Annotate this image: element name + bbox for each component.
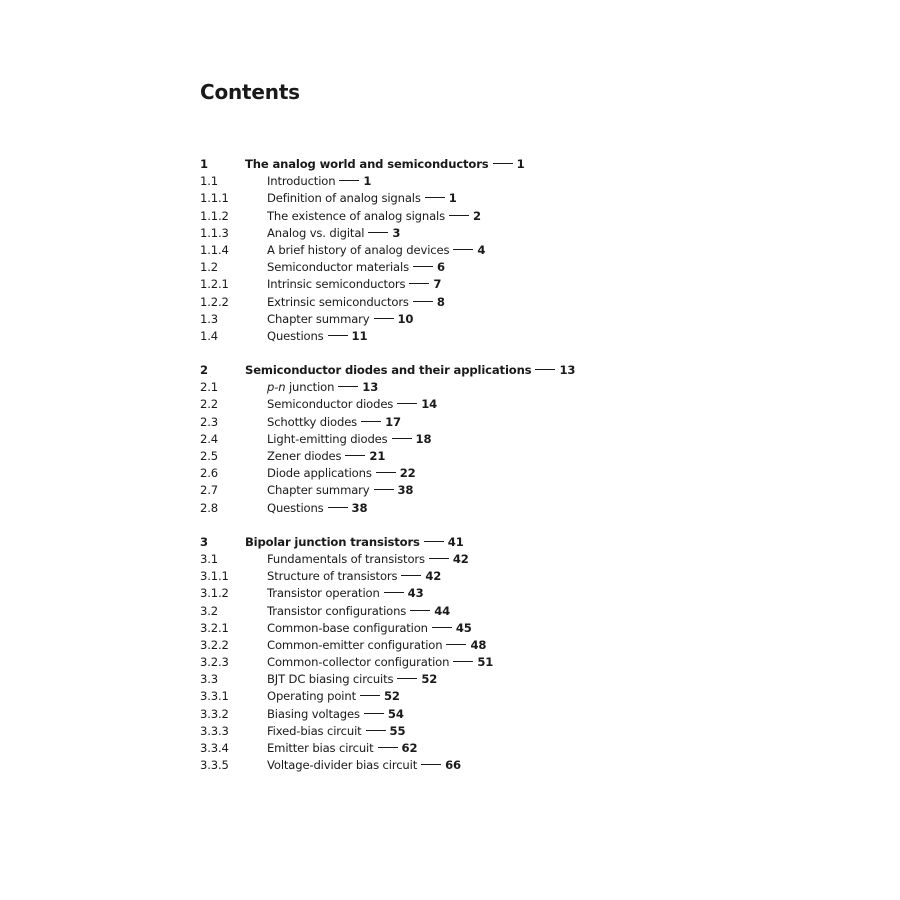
toc-leader-dash	[446, 644, 466, 645]
toc-page-number: 21	[369, 449, 386, 463]
toc-entry-text	[267, 482, 413, 499]
toc-entry-text	[267, 173, 371, 190]
toc-entry[interactable]	[200, 379, 720, 396]
toc-leader-dash	[409, 283, 429, 284]
toc-leader-dash	[366, 730, 386, 731]
toc-entry[interactable]	[200, 688, 720, 705]
toc-chapter-block	[200, 362, 720, 517]
toc-page-number: 52	[421, 672, 438, 687]
toc-leader-dash	[360, 695, 380, 696]
toc-entry-text	[267, 242, 485, 259]
toc-entry-title: Fundamentals of transistors	[267, 551, 425, 566]
toc-page-number: 11	[351, 328, 368, 343]
toc-entry-title: Voltage-divider bias circuit	[267, 758, 418, 773]
toc-page-number: 1	[448, 191, 457, 206]
toc-entry[interactable]	[200, 414, 720, 431]
toc-leader-dash	[378, 747, 398, 748]
toc-entry-text	[267, 706, 404, 723]
toc-entry[interactable]	[200, 671, 720, 688]
toc-page-number: 7	[433, 277, 442, 292]
toc-entry-number: 2.5	[200, 449, 218, 463]
toc-page-number: 44	[434, 603, 451, 618]
toc-entry-number: 1.1	[200, 174, 218, 189]
toc-page-number: 48	[470, 637, 487, 652]
toc-entry-title: Emitter bias circuit	[267, 741, 374, 755]
toc-leader-dash	[429, 558, 449, 559]
toc-entry[interactable]	[200, 396, 720, 413]
toc-entry-text	[267, 568, 441, 585]
toc-page-number: 22	[399, 466, 416, 481]
toc-entry-text	[267, 276, 441, 293]
toc-leader-dash	[361, 421, 381, 422]
toc-page-number: 42	[425, 569, 442, 584]
toc-entry-title: Diode applications	[267, 466, 372, 481]
toc-entry-text	[267, 500, 367, 517]
toc-entry-number: 2.7	[200, 483, 218, 498]
toc-entry[interactable]	[200, 208, 720, 225]
toc-entry[interactable]	[200, 259, 720, 276]
toc-page-number: 38	[397, 483, 414, 498]
toc-entry-text	[267, 431, 431, 448]
toc-entry[interactable]	[200, 448, 720, 465]
toc-entry-text	[245, 362, 575, 379]
toc-page-number: 6	[436, 260, 445, 275]
toc-entry-text	[267, 448, 385, 465]
toc-entry-number: 1.1.3	[200, 225, 229, 240]
toc-entry-text	[267, 551, 469, 568]
toc-page-number: 51	[477, 655, 494, 670]
toc-entry-number: 1	[200, 157, 208, 171]
toc-page-number: 3	[392, 225, 401, 240]
toc-leader-dash	[392, 438, 412, 439]
toc-leader-dash	[413, 301, 433, 302]
toc-entry-title: Chapter summary	[267, 483, 370, 498]
toc-entry-number: 1.2.1	[200, 277, 229, 292]
toc-entry-title: Questions	[267, 500, 324, 515]
toc-leader-dash	[374, 489, 394, 490]
toc-page-number: 41	[447, 534, 464, 549]
toc-entry-title: Schottky diodes	[267, 414, 358, 429]
toc-entry[interactable]	[200, 242, 720, 259]
toc-entry-title: Common-emitter configuration	[267, 637, 443, 652]
toc-page-number: 55	[389, 723, 406, 738]
toc-entry-number: 3.3	[200, 672, 218, 687]
toc-entry-title: Questions	[267, 328, 324, 343]
toc-entry-number: 3.1	[200, 551, 218, 566]
toc-entry-title: Operating point	[267, 689, 356, 704]
table-of-contents	[200, 156, 720, 791]
toc-page-number: 62	[401, 741, 418, 755]
toc-entry-title: Transistor configurations	[267, 603, 407, 618]
toc-entry[interactable]	[200, 482, 720, 499]
toc-entry-number: 1.1.1	[200, 191, 229, 206]
toc-entry-title: Light-emitting diodes	[267, 431, 388, 446]
toc-page-number: 42	[452, 551, 469, 566]
toc-entry[interactable]	[200, 465, 720, 482]
toc-entry-text	[267, 671, 437, 688]
toc-entry[interactable]	[200, 620, 720, 637]
toc-page-number: 1	[516, 157, 525, 171]
toc-entry-number: 2.6	[200, 466, 218, 481]
toc-page-number: 18	[415, 431, 432, 446]
toc-leader-dash	[384, 592, 404, 593]
toc-entry-text	[267, 259, 445, 276]
toc-entry-number: 3	[200, 534, 208, 549]
toc-page-number: 17	[385, 414, 401, 429]
toc-entry-title: Zener diodes	[267, 449, 342, 463]
toc-page-number: 54	[387, 706, 404, 721]
toc-page-number: 45	[455, 620, 472, 635]
toc-entry-title: Fixed-bias circuit	[267, 723, 362, 738]
page-title: Contents	[200, 80, 300, 104]
toc-entry[interactable]	[200, 637, 720, 654]
toc-entry-title-italic: p-n	[267, 380, 286, 395]
toc-entry-text	[267, 757, 461, 774]
toc-entry-title: Semiconductor diodes and their applications	[245, 363, 532, 378]
toc-entry[interactable]	[200, 311, 720, 328]
toc-entry[interactable]	[200, 276, 720, 293]
toc-leader-dash	[339, 180, 359, 181]
toc-chapter-block	[200, 156, 720, 345]
toc-leader-dash	[424, 541, 444, 542]
toc-page-number: 4	[477, 242, 486, 257]
toc-entry[interactable]	[200, 173, 720, 190]
toc-entry-number: 2.1	[200, 380, 218, 395]
toc-entry-number: 2.8	[200, 500, 218, 515]
toc-entry-title: Introduction	[267, 174, 336, 189]
toc-entry-text	[267, 328, 367, 345]
toc-entry-text	[267, 688, 400, 705]
toc-leader-dash	[376, 472, 396, 473]
toc-leader-dash	[449, 215, 469, 216]
toc-entry-text	[267, 225, 400, 242]
toc-entry-text	[267, 585, 424, 602]
toc-leader-dash	[368, 232, 388, 233]
toc-entry-text	[267, 379, 378, 396]
toc-entry-title: Bipolar junction transistors	[245, 534, 420, 549]
toc-leader-dash	[397, 678, 417, 679]
toc-entry-title: Analog vs. digital	[267, 225, 365, 240]
toc-entry-text	[245, 534, 464, 551]
toc-leader-dash	[425, 197, 445, 198]
toc-entry[interactable]	[200, 294, 720, 311]
toc-entry[interactable]	[200, 723, 720, 740]
toc-page-number: 43	[407, 586, 424, 601]
toc-entry-title: Semiconductor diodes	[267, 397, 394, 412]
toc-leader-dash	[328, 507, 348, 508]
toc-entry[interactable]	[200, 500, 720, 517]
toc-entry-title: Extrinsic semiconductors	[267, 294, 409, 309]
toc-page-number: 10	[397, 311, 414, 326]
toc-leader-dash	[364, 713, 384, 714]
toc-entry-text	[245, 156, 525, 173]
toc-entry[interactable]	[200, 706, 720, 723]
toc-entry-title: junction	[285, 380, 335, 395]
toc-entry[interactable]	[200, 585, 720, 602]
toc-entry[interactable]	[200, 190, 720, 207]
toc-page-number: 13	[559, 363, 576, 378]
toc-entry-number: 3.3.4	[200, 741, 229, 755]
toc-leader-dash	[401, 575, 421, 576]
toc-entry-text	[267, 190, 457, 207]
toc-entry-text	[267, 654, 493, 671]
toc-entry-number: 1.2.2	[200, 294, 229, 309]
toc-entry-number: 3.3.5	[200, 758, 229, 773]
toc-entry-number: 3.3.2	[200, 706, 229, 721]
toc-entry-text	[267, 396, 437, 413]
toc-entry-number: 3.1.2	[200, 586, 229, 601]
toc-entry-text	[267, 465, 416, 482]
toc-entry-number: 1.2	[200, 260, 218, 275]
toc-leader-dash	[338, 386, 358, 387]
toc-entry-title: Chapter summary	[267, 311, 370, 326]
toc-leader-dash	[421, 764, 441, 765]
toc-entry-title: Intrinsic semiconductors	[267, 277, 406, 292]
toc-entry[interactable]	[200, 551, 720, 568]
toc-entry-text	[267, 603, 450, 620]
toc-page-number: 13	[362, 380, 379, 395]
toc-leader-dash	[493, 163, 513, 164]
toc-entry-title: The analog world and semiconductors	[245, 157, 489, 171]
toc-entry-text	[267, 637, 486, 654]
toc-page-number: 14	[421, 397, 438, 412]
toc-entry-text	[267, 208, 481, 225]
toc-entry-title: Structure of transistors	[267, 569, 398, 584]
toc-chapter-entry[interactable]	[200, 534, 720, 551]
toc-chapter-block	[200, 534, 720, 775]
toc-chapter-entry[interactable]	[200, 362, 720, 379]
toc-leader-dash	[453, 661, 473, 662]
toc-entry-title: BJT DC biasing circuits	[267, 672, 394, 687]
toc-entry-number: 1.1.2	[200, 208, 229, 223]
toc-entry-number: 3.2.1	[200, 620, 229, 635]
toc-entry-title: Semiconductor materials	[267, 260, 409, 275]
toc-leader-dash	[453, 249, 473, 250]
toc-leader-dash	[345, 455, 365, 456]
toc-leader-dash	[374, 318, 394, 319]
toc-page-number: 2	[472, 208, 481, 223]
toc-entry-title: Definition of analog signals	[267, 191, 421, 206]
toc-entry[interactable]	[200, 568, 720, 585]
toc-entry-number: 1.4	[200, 328, 218, 343]
toc-entry-text	[267, 620, 472, 637]
toc-page-number: 38	[351, 500, 368, 515]
toc-entry-number: 1.1.4	[200, 242, 229, 257]
toc-entry-number: 3.3.1	[200, 689, 229, 704]
toc-entry-title: Transistor operation	[267, 586, 380, 601]
toc-entry-title: The existence of analog signals	[267, 208, 445, 223]
toc-entry[interactable]	[200, 740, 720, 757]
toc-entry-number: 2.2	[200, 397, 218, 412]
toc-page-number: 8	[436, 294, 445, 309]
toc-entry-text	[267, 723, 405, 740]
toc-entry-title: Biasing voltages	[267, 706, 360, 721]
toc-entry-number: 2.4	[200, 431, 218, 446]
toc-entry-text	[267, 740, 417, 757]
toc-entry-number: 3.1.1	[200, 569, 229, 584]
toc-entry-number: 1.3	[200, 311, 218, 326]
toc-chapter-entry[interactable]	[200, 156, 720, 173]
toc-leader-dash	[397, 403, 417, 404]
toc-entry[interactable]	[200, 603, 720, 620]
toc-entry-title: Common-base configuration	[267, 620, 428, 635]
toc-entry-number: 2	[200, 363, 208, 378]
toc-entry-number: 3.3.3	[200, 723, 229, 738]
toc-entry[interactable]	[200, 757, 720, 774]
toc-entry[interactable]	[200, 654, 720, 671]
toc-page-number: 1	[363, 174, 372, 189]
toc-entry[interactable]	[200, 431, 720, 448]
toc-leader-dash	[535, 369, 555, 370]
toc-entry-number: 2.3	[200, 414, 218, 429]
toc-entry-number: 3.2.2	[200, 637, 229, 652]
toc-entry-text	[267, 294, 445, 311]
toc-entry-number: 3.2.3	[200, 655, 229, 670]
toc-page-number: 66	[445, 758, 461, 773]
toc-entry-text	[267, 311, 413, 328]
toc-leader-dash	[410, 610, 430, 611]
toc-entry-number: 3.2	[200, 603, 218, 618]
toc-leader-dash	[432, 627, 452, 628]
toc-entry[interactable]	[200, 225, 720, 242]
toc-entry-title: Common-collector configuration	[267, 655, 450, 670]
toc-entry-text	[267, 414, 401, 431]
toc-leader-dash	[328, 335, 348, 336]
toc-entry-title: A brief history of analog devices	[267, 242, 450, 257]
toc-page-number: 52	[383, 689, 400, 704]
toc-leader-dash	[413, 266, 433, 267]
toc-entry[interactable]	[200, 328, 720, 345]
